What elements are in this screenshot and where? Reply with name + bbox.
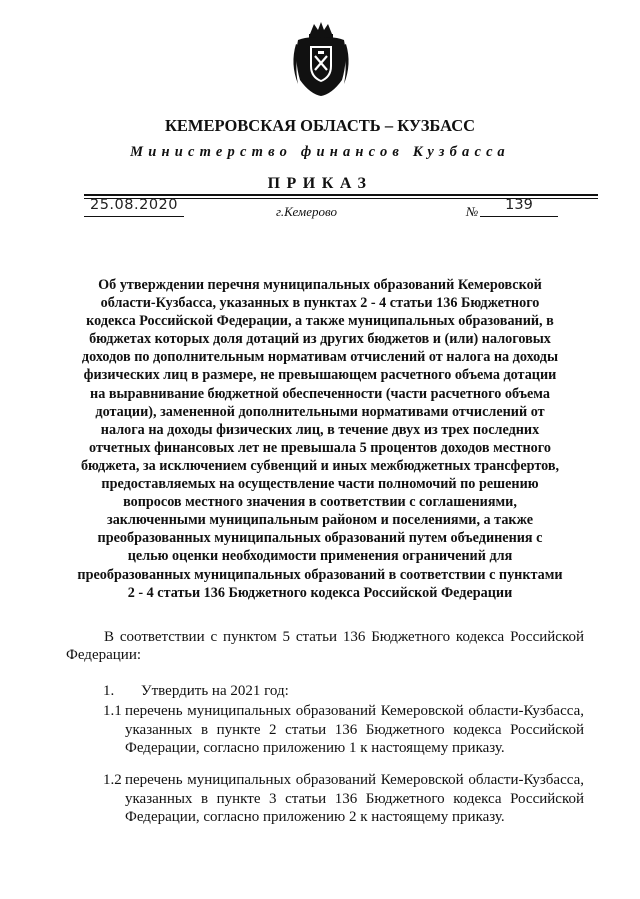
list-subitem-1-1 xyxy=(103,702,584,758)
document-type: ПРИКАЗ xyxy=(267,175,373,192)
title-line: заключенными муниципальным районом и поселениями, а также xyxy=(107,512,533,529)
list-item-text: Утвердить на 2021 год: xyxy=(141,683,289,699)
title-line: доходов по дополнительным нормативам отчислений от налога на доходы xyxy=(81,349,559,366)
title-line: бюджетах которых доля дотаций из других бюджетов и (или) налоговых xyxy=(89,331,551,348)
document-date: 25.08.2020 xyxy=(89,197,179,213)
date-underline xyxy=(84,216,184,217)
subitem-text: перечень муниципальных образований Кемеровской области-Кузбасса, указанных в пункте 2 статьи 136 Бюджетного кодекса Российской Федерации, согласно приложению 1 к настоящему приказу. xyxy=(125,703,584,757)
ministry-name: Министерство финансов Кузбасса xyxy=(130,144,510,160)
title-line: Об утверждении перечня муниципальных образований Кемеровской xyxy=(98,277,542,293)
document-number: 139 xyxy=(505,197,533,213)
coat-of-arms-emblem xyxy=(290,20,352,98)
list-item-1 xyxy=(103,683,583,701)
list-item-number: 1. xyxy=(103,683,115,699)
title-line: кодекса Российской Федерации, а также муниципальных образований, в xyxy=(86,313,554,330)
title-line: преобразованных муниципальных образований в соответствии с пунктами xyxy=(77,566,563,583)
document-city: г.Кемерово xyxy=(276,204,337,219)
subitem-number: 1.2 xyxy=(103,772,122,788)
title-line: на выравнивание бюджетной обеспеченности (части расчетного объема xyxy=(90,385,550,402)
list-subitem-1-2 xyxy=(103,771,584,827)
title-line: 2 - 4 статьи 136 Бюджетного кодекса Российской Федерации xyxy=(127,584,513,601)
header-divider-thick xyxy=(84,194,598,196)
title-line: предоставляемых на осуществление части полномочий по решению xyxy=(101,476,539,493)
subitem-text: перечень муниципальных образований Кемеровской области-Кузбасса, указанных в пункте 3 статьи 136 Бюджетного кодекса Российской Федерации, согласно приложению 2 к настоящему приказу. xyxy=(125,772,584,826)
title-line: налога на доходы физических лиц, в течение двух из трех последних xyxy=(100,421,540,438)
number-label: № xyxy=(466,204,479,219)
title-line: преобразованных муниципальных образований путем объединения с xyxy=(97,530,543,547)
order-title xyxy=(60,276,580,602)
preamble-paragraph: В соответствии с пунктом 5 статьи 136 Бюджетного кодекса Российской Федерации: xyxy=(66,629,584,663)
title-line: физических лиц в размере, не превышающем расчетного объема дотации xyxy=(83,367,557,384)
number-underline xyxy=(480,216,558,217)
title-line: целью оценки необходимости применения ограничений для xyxy=(127,548,513,565)
title-line: дотации), замененной дополнительными нормативами отчислений от xyxy=(95,403,545,420)
subitem-number: 1.1 xyxy=(103,703,122,719)
region-name: КЕМЕРОВСКАЯ ОБЛАСТЬ – КУЗБАСС xyxy=(164,116,476,135)
title-line: области-Кузбасса, указанных в пунктах 2 - 4 статьи 136 Бюджетного xyxy=(100,295,540,312)
title-line: бюджета, за исключением субвенций и иных межбюджетных трансфертов, xyxy=(80,457,560,474)
title-line: вопросов местного значения в соответствии с соглашениями, xyxy=(123,494,517,511)
title-line: отчетных финансовых лет не превышала 5 процентов доходов местного xyxy=(89,439,551,456)
